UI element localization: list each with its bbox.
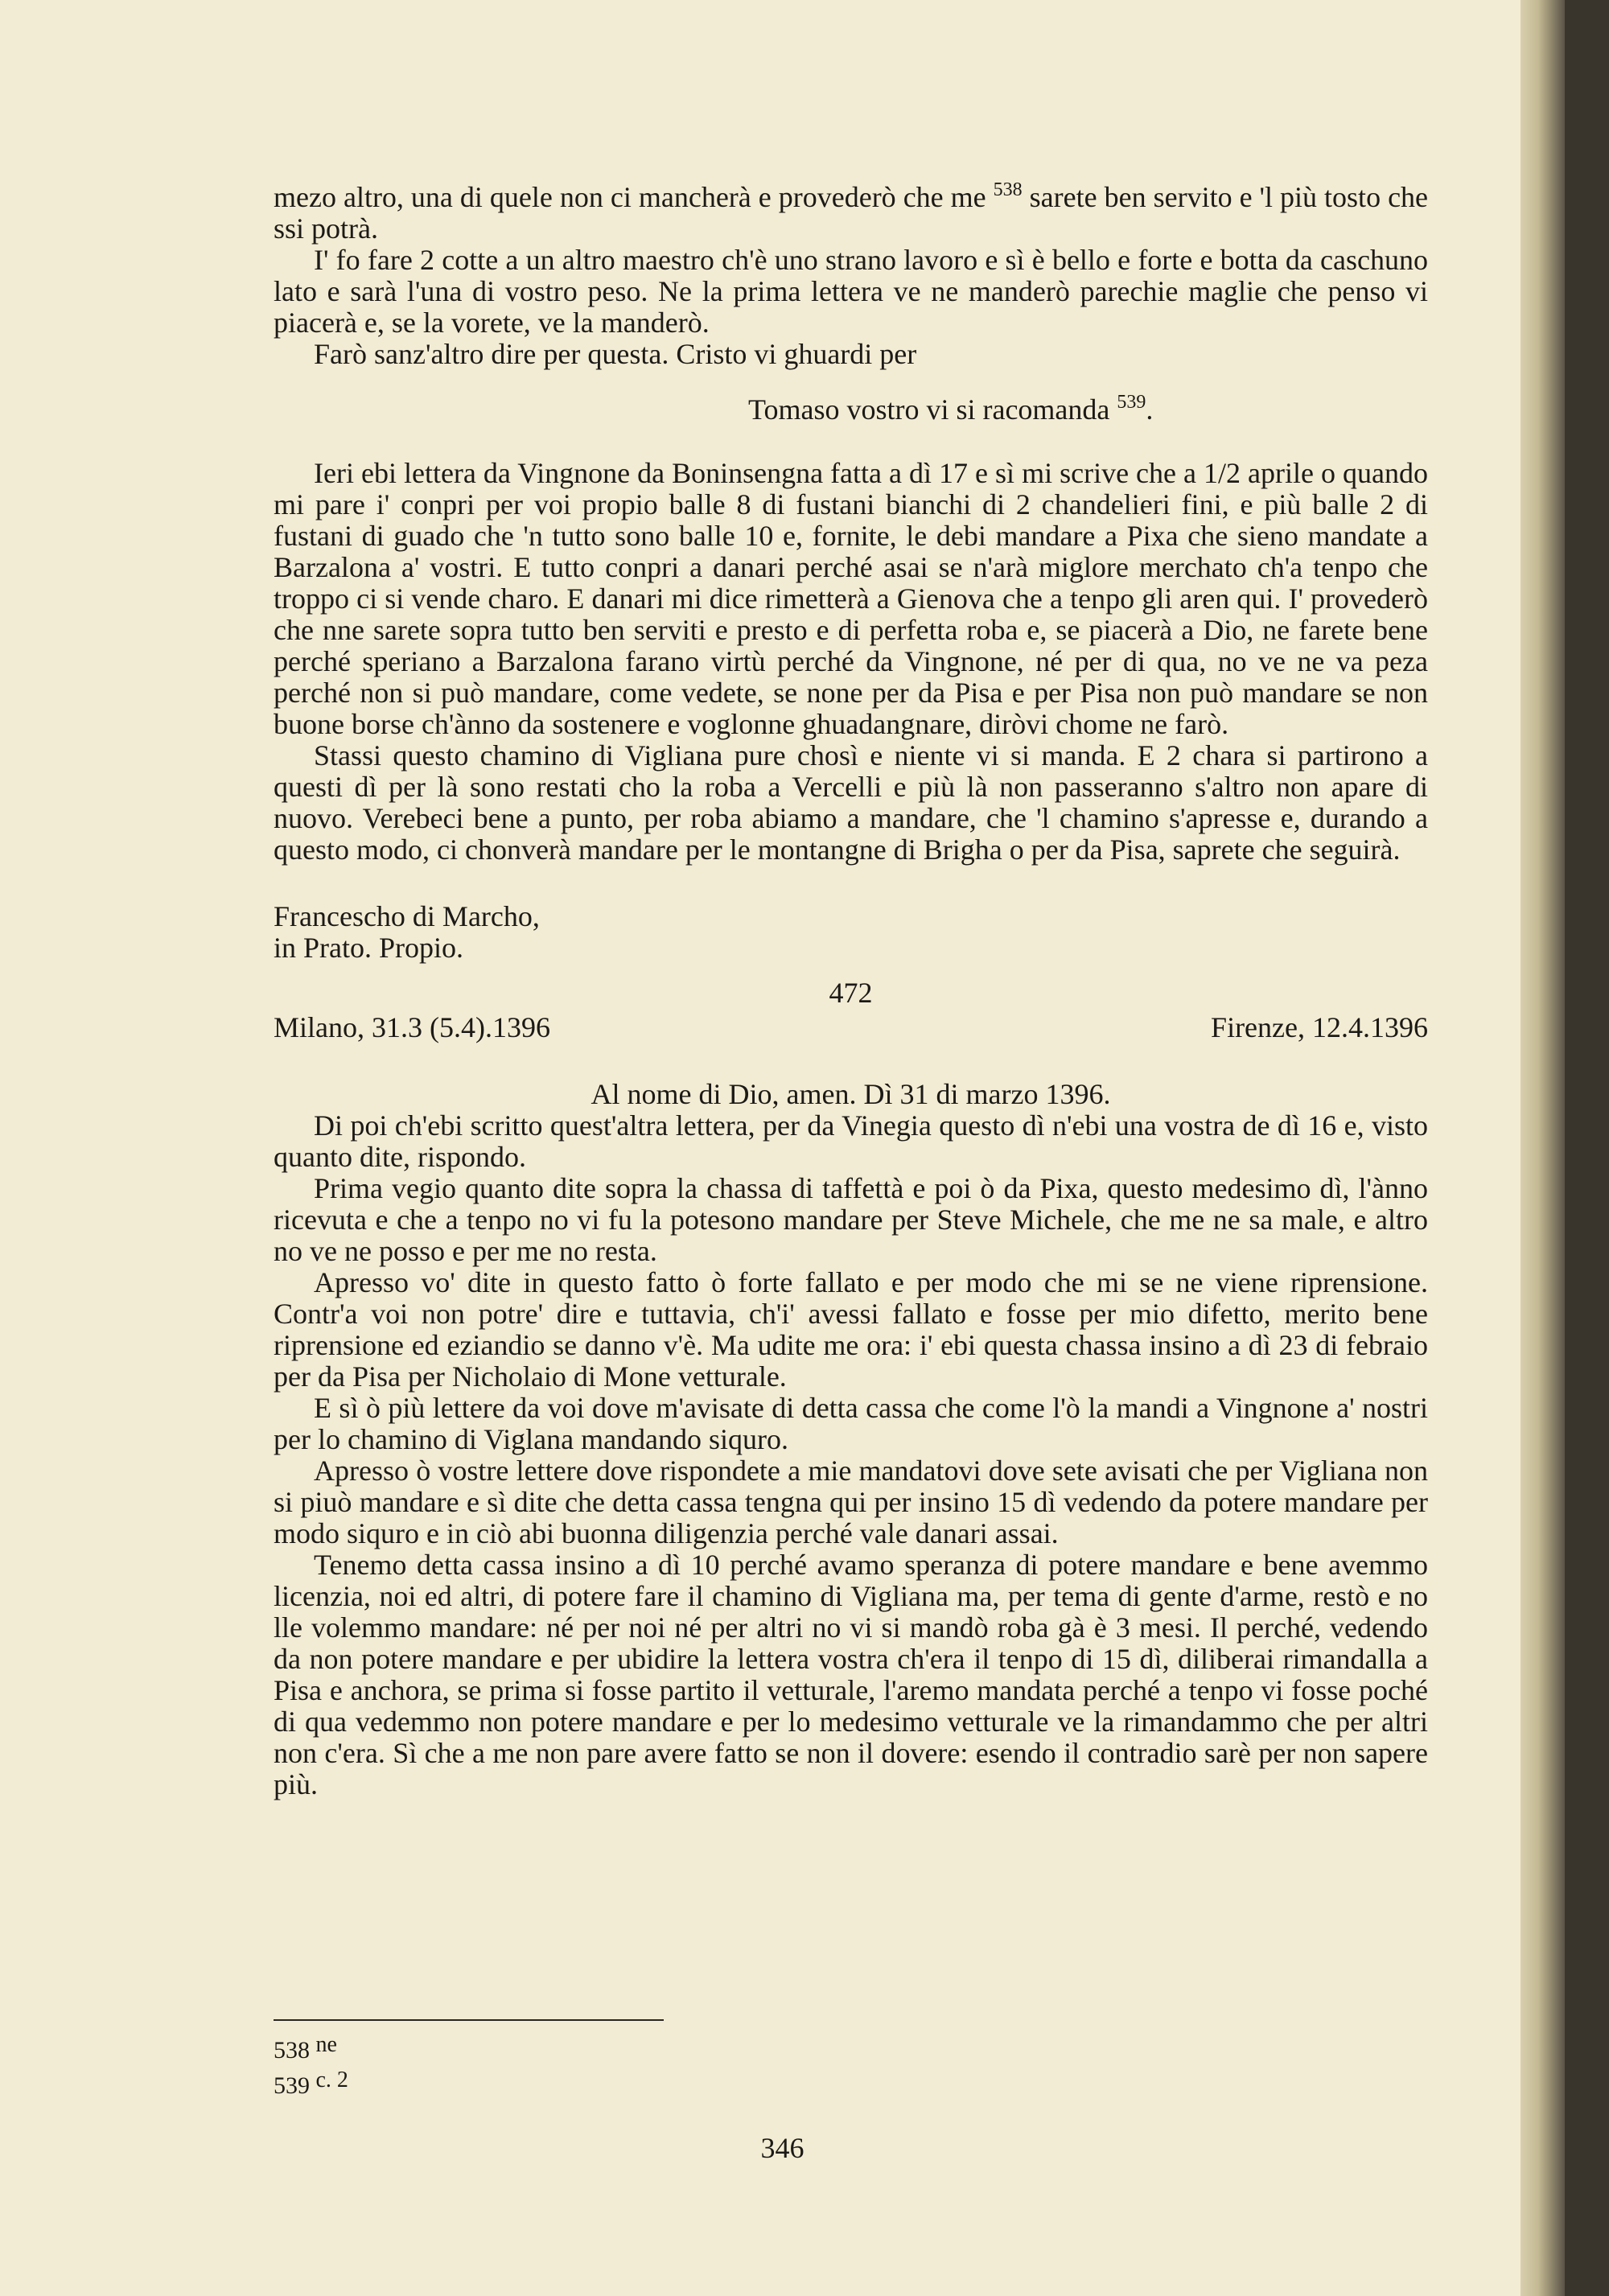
main-text xyxy=(274,179,1429,1800)
letter-dates xyxy=(274,1012,1428,1043)
footnote-538: 538 ne xyxy=(274,2032,337,2064)
address-line: Francescho di Marcho, xyxy=(274,900,540,932)
footnote-rule xyxy=(274,2019,664,2021)
paragraph-8: Apresso vo' dite in questo fatto ò forte fallato e per modo che mi se ne viene riprensione. Contr'a voi non potre' dire e tuttavia, ch'i' avessi fallato e fosse per mio difetto, merito bene riprensione ed eziandio se danno v'è. Ma udite me ora: i' ebi questa chassa insino a dì 23 di febraio per da Pisa per Nicholaio di Mone vetturale. xyxy=(274,1266,1428,1393)
paragraph-2: I' fo fare 2 cotte a un altro maestro ch'è uno strano lavoro e sì è bello e forte e botta da caschuno lato e sarà l'una di vostro peso. Ne la prima lettera ve ne manderò parechie maglie che penso vi piacerà e, se la vorete, ve la manderò. xyxy=(274,244,1428,339)
paragraph-5: Stassi questo chamino di Vigliana pure chosì e niente vi si manda. E 2 chara si partirono a questi dì per là sono restati cho la roba a Vercelli e più là non passeranno s'altro non apare di nuovo. Verebeci bene a punto, per roba abiamo a mandare, che 'l chamino s'apresse e, durando a questo modo, ci chonverà mandare per le montangne di Brigha o per da Pisa, saprete che seguirà. xyxy=(274,739,1428,866)
paragraph-11: Tenemo detta cassa insino a dì 10 perché avamo speranza di potere mandare e bene avemmo licenzia, noi ed altri, di potere fare il chamino di Vigliana ma, per tema di gente d'arme, restò e no lle volemmo mandare: né per noi né per altri no vi si mandò roba gà è 3 mesi. Il perché, vedendo da non potere mandare e per ubidire la lettera vostra ch'era il tenpo di 15 dì, diliberai rimandalla a Pisa e anchora, se prima si fosse partito il vetturale, l'aremo mandata perché a tenpo vi fosse poché di qua vedemmo non potere mandare e per lo medesimo vetturale ve la rimandammo che per altri non c'era. Sì che a me non pare avere fatto se non il dovere: esendo il contradio sarè per non sapere più. xyxy=(274,1549,1428,1800)
paragraph-7: Prima vegio quanto dite sopra la chassa di taffettà e poi ò da Pixa, questo medesimo dì, l'ànno ricevuta e che a tenpo no vi fu la potesono mandare per Steve Michele, che me ne sa male, e altro no ve ne posso e per me no resta. xyxy=(274,1172,1428,1267)
page-number: 346 xyxy=(760,2132,804,2164)
paragraph-10: Apresso ò vostre lettere dove rispondete a mie mandatovi dove sete avisati che per Vigliana non si piuò mandare e sì dite che detta cassa tengna qui per insino 15 dì vedendo da potere mandare per modo siquro e in ciò abi buonna diligenzia perché vale danari assai. xyxy=(274,1455,1428,1549)
signature: Tomaso vostro vi si racomanda $^{539}$. xyxy=(748,392,1154,426)
footnote-539: 539 c. 2 xyxy=(274,2068,348,2099)
paragraph-4: Ieri ebi lettera da Vingnone da Boninsengna fatta a dì 17 e sì mi scrive che a 1/2 aprile o quando mi pare i' conpri per voi propio balle 8 di fustani bianchi di 2 chandelieri fini, e più balle 2 di fustani di guado che 'n tutto sono balle 10 e, fornite, le debi mandare a Pixa che sieno mandate a Barzalona a' vostri. E tutto conpri a danari perché asai se n'arà miglore merchato ch'a tenpo che troppo ci si vende charo. E danari mi dice rimetterà a Gienova che a tenpo gli aren qui. I' provederò che nne sarete sopra tutto ben serviti e presto e di perfetta roba e, se piacerà a Dio, ne farete bene perché speriano a Barzalona farano virtù perché da Vingnone, né per di qua, no ve ne va peza perché non si può mandare, come vedete, se none per da Pisa e per Pisa non può mandare se non buone borse ch'ànno da sostenere e voglonne ghuadangnare, diròvi chome ne farò. xyxy=(274,457,1428,740)
date-right: Firenze, 12.4.1396 xyxy=(1211,1011,1428,1043)
page-edge xyxy=(1521,0,1565,2296)
footnote-ref-538: 538 xyxy=(993,179,1023,200)
address-block xyxy=(274,901,1428,964)
paragraph-9: E sì ò più lettere da voi dove m'avisate di detta cassa che come l'ò la mandi a Vingnone a' nostri per lo chamino di Viglana mandando siquro. xyxy=(274,1392,1428,1455)
date-left: Milano, 31.3 (5.4).1396 xyxy=(274,1011,550,1043)
letter-opening: Al nome di Dio, amen. Dì 31 di marzo 1396. xyxy=(591,1078,1111,1110)
paragraph-6: Di poi ch'ebi scritto quest'altra lettera, per da Vinegia questo dì n'ebi una vostra de dì 16 e, visto quanto dite, rispondo. xyxy=(274,1109,1428,1173)
letter-number: 472 xyxy=(829,977,873,1009)
paragraph-3: Farò sanz'altro dire per questa. Cristo vi ghuardi per xyxy=(314,338,917,370)
footnote-ref-539: 539 xyxy=(1117,392,1146,413)
paragraph-1: mezo altro, una di quele non ci mancherà e provederò che me $^{538}$ sarete ben servito e 'l più tosto che ssi potrà. xyxy=(274,179,1429,245)
address-line: in Prato. Propio. xyxy=(274,932,464,964)
